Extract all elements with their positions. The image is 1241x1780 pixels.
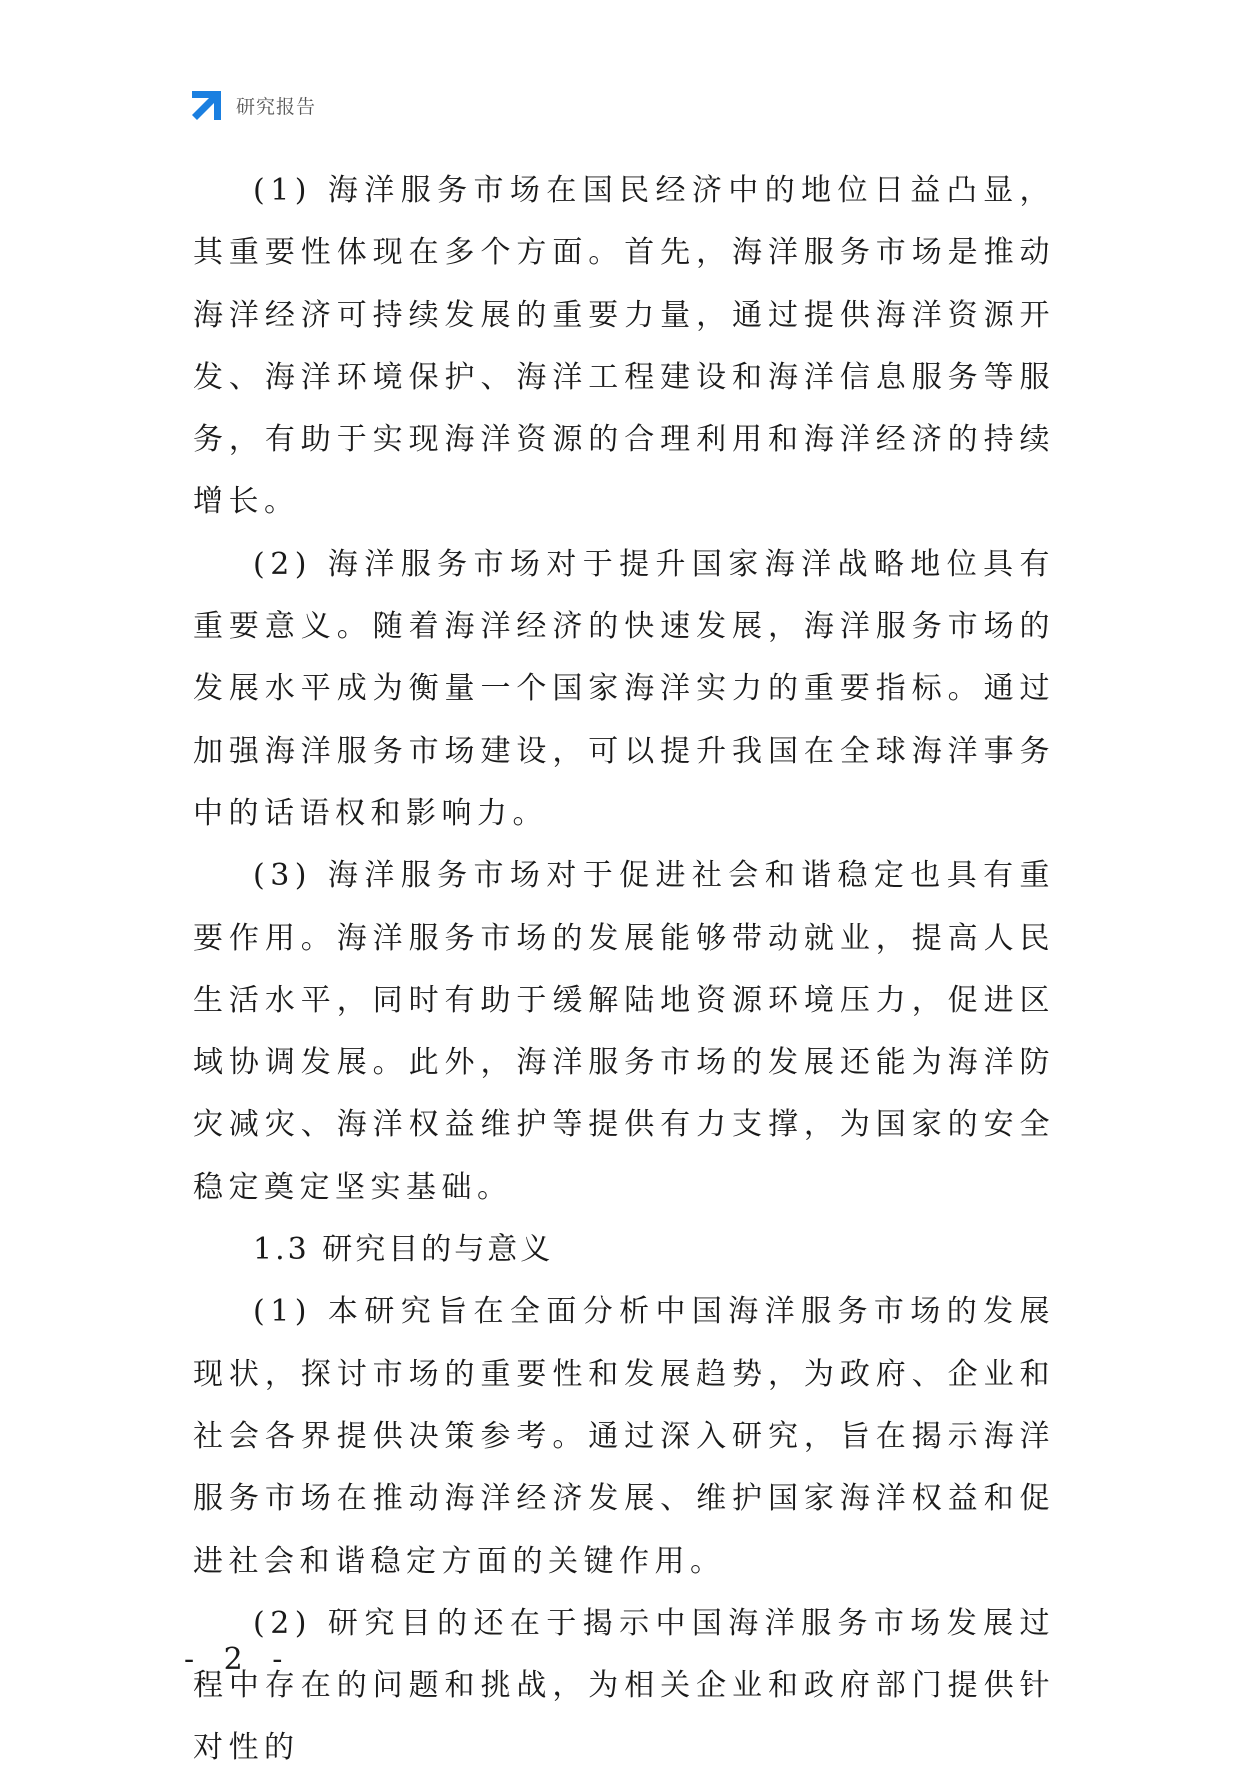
- page-number: - 2 -: [184, 1642, 293, 1677]
- section-paragraph-2: (2) 研究目的还在于揭示中国海洋服务市场发展过程中存在的问题和挑战，为相关企业和政府部门提供针对性的: [193, 1605, 1055, 1766]
- document-body: [193, 160, 1055, 1780]
- arrow-up-right-icon: [190, 88, 224, 122]
- header-title: 研究报告: [236, 95, 317, 118]
- paragraph-3: (3) 海洋服务市场对于促进社会和谐稳定也具有重要作用。海洋服务市场的发展能够带动就业，提高人民生活水平，同时有助于缓解陆地资源环境压力，促进区域协调发展。此外，海洋服务市场的发展还能为海洋防灾减灾、海洋权益维护等提供有力支撑，为国家的安全稳定奠定坚实基础。: [193, 858, 1055, 1205]
- section-paragraph-1: (1) 本研究旨在全面分析中国海洋服务市场的发展现状，探讨市场的重要性和发展趋势，为政府、企业和社会各界提供决策参考。通过深入研究，旨在揭示海洋服务市场在推动海洋经济发展、维护国家海洋权益和促进社会和谐稳定方面的关键作用。: [193, 1294, 1055, 1579]
- section-heading: 1.3 研究目的与意义: [253, 1232, 554, 1268]
- paragraph-1: (1) 海洋服务市场在国民经济中的地位日益凸显，其重要性体现在多个方面。首先，海洋服务市场是推动海洋经济可持续发展的重要力量，通过提供海洋资源开发、海洋环境保护、海洋工程建设和海洋信息服务等服务，有助于实现海洋资源的合理利用和海洋经济的持续增长。: [193, 173, 1055, 520]
- paragraph-2: (2) 海洋服务市场对于提升国家海洋战略地位具有重要意义。随着海洋经济的快速发展，海洋服务市场的发展水平成为衡量一个国家海洋实力的重要指标。通过加强海洋服务市场建设，可以提升我国在全球海洋事务中的话语权和影响力。: [193, 546, 1055, 831]
- page-header: [190, 88, 316, 122]
